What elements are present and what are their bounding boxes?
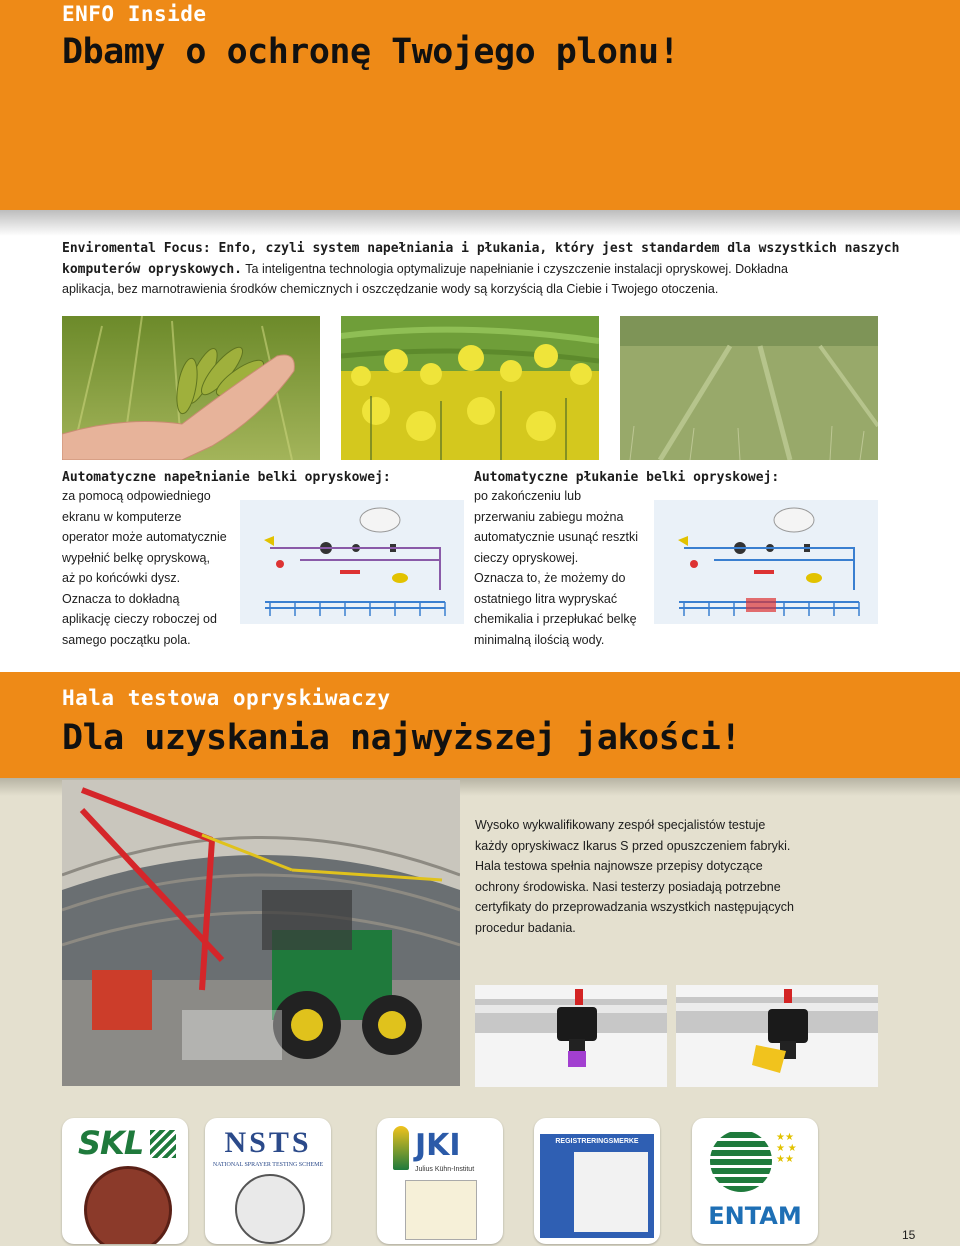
flushing-line: automatycznie usunąć resztki: [474, 530, 638, 544]
flushing-line: przerwaniu zabiegu można: [474, 509, 624, 524]
logo-nsts: [205, 1118, 331, 1244]
flushing-line: minimalną ilością wody.: [474, 632, 605, 647]
nsts-label: NSTS: [224, 1126, 312, 1159]
logo-registration-plate: [534, 1118, 660, 1244]
logo-skl: [62, 1118, 188, 1244]
intro-line-2: [62, 259, 788, 281]
logo-entam: [692, 1118, 818, 1244]
hall-headline: Dla uzyskania najwyższej jakości!: [62, 718, 741, 758]
page-title: Dbamy o ochronę Twojego plonu!: [62, 32, 680, 72]
intro-bold-lead: komputerów opryskowych.: [62, 262, 243, 277]
top-kicker: ENFO Inside: [62, 2, 207, 26]
jki-label: JKI: [415, 1128, 461, 1163]
flushing-line: cieczy opryskowej.: [474, 550, 579, 565]
jki-leaf-icon: [393, 1126, 409, 1170]
jki-certificate-icon: [405, 1180, 477, 1240]
photo-test-hall: [62, 780, 460, 1086]
flushing-line: po zakończeniu lub: [474, 489, 582, 503]
top-band-shadow: [0, 210, 960, 236]
hall-line: Hala testowa spełnia najnowsze przepisy dotyczące: [475, 859, 763, 873]
logo-jki: [377, 1118, 503, 1244]
photo-nozzle-yellow: [676, 985, 878, 1087]
hall-line: każdy opryskiwacz Ikarus S przed opuszczeniem fabryki.: [475, 838, 791, 853]
intro-line-3: aplikacja, bez marnotrawienia środków chemicznych i oszczędzanie wody są korzyścią dla Ciebie i Twojego otoczenia.: [62, 282, 719, 296]
filling-text: [62, 486, 262, 650]
filling-line: wypełnić belkę opryskową,: [62, 550, 210, 565]
photo-nozzle-purple: [475, 985, 667, 1087]
entam-label: ENTAM: [708, 1202, 802, 1230]
nsts-seal-icon: [235, 1174, 305, 1244]
photo-hand-wheat: [62, 316, 320, 460]
hall-line: Wysoko wykwalifikowany zespół specjalistów testuje: [475, 818, 766, 832]
hall-kicker: Hala testowa opryskiwaczy: [62, 686, 391, 710]
intro-text: Ta inteligentna technologia optymalizuje napełnianie i czyszczenie instalacji opryskowej. Dokładna: [242, 262, 788, 276]
hall-line: certyfikaty do przeprowadzania wszystkich następujących: [475, 900, 794, 914]
skl-label: SKL: [78, 1124, 144, 1162]
filling-line: Oznacza to dokładną: [62, 591, 180, 606]
flushing-line: Oznacza to, że możemy do: [474, 571, 626, 585]
filling-line: samego początku pola.: [62, 632, 191, 647]
filling-heading: Automatyczne napełnianie belki opryskowej:: [62, 470, 391, 485]
flushing-text: [474, 486, 674, 650]
flushing-heading: Automatyczne płukanie belki opryskowej:: [474, 470, 780, 485]
eu-stars-icon: ★★ ★ ★ ★★: [776, 1132, 797, 1165]
registration-label: REGISTRERINGSMERKE: [555, 1138, 639, 1145]
entam-globe-icon: [710, 1130, 772, 1192]
skl-chevron-icon: [150, 1130, 176, 1158]
hall-line: ochrony środowiska. Nasi testerzy posiadają potrzebne: [475, 879, 781, 894]
flushing-line: chemikalia i przepłukać belkę: [474, 612, 637, 626]
flushing-line: ostatniego litra wypryskać: [474, 591, 618, 606]
flushing-diagram: [654, 500, 878, 624]
skl-seal-icon: [84, 1166, 172, 1244]
page-number: 15: [902, 1228, 916, 1242]
filling-line: za pomocą odpowiedniego: [62, 489, 211, 503]
filling-line: ekranu w komputerze: [62, 509, 182, 524]
hall-line: procedur badania.: [475, 920, 576, 935]
nsts-sub: NATIONAL SPRAYER TESTING SCHEME: [212, 1162, 324, 1168]
filling-line: aplikację cieczy roboczej od: [62, 612, 217, 626]
filling-diagram: [240, 500, 464, 624]
registration-field-area: [574, 1152, 648, 1232]
filling-line: operator może automatycznie: [62, 530, 227, 544]
jki-sub: Julius Kühn-Institut: [415, 1166, 475, 1173]
filling-line: aż po końcówki dysz.: [62, 571, 181, 585]
photo-rapeseed-field: [341, 316, 599, 460]
intro-line-1: Enviromental Focus: Enfo, czyli system napełniania i płukania, który jest standardem dla wszystkich naszych: [62, 241, 900, 256]
photo-grain-field: [620, 316, 878, 460]
hall-text: [475, 815, 835, 938]
